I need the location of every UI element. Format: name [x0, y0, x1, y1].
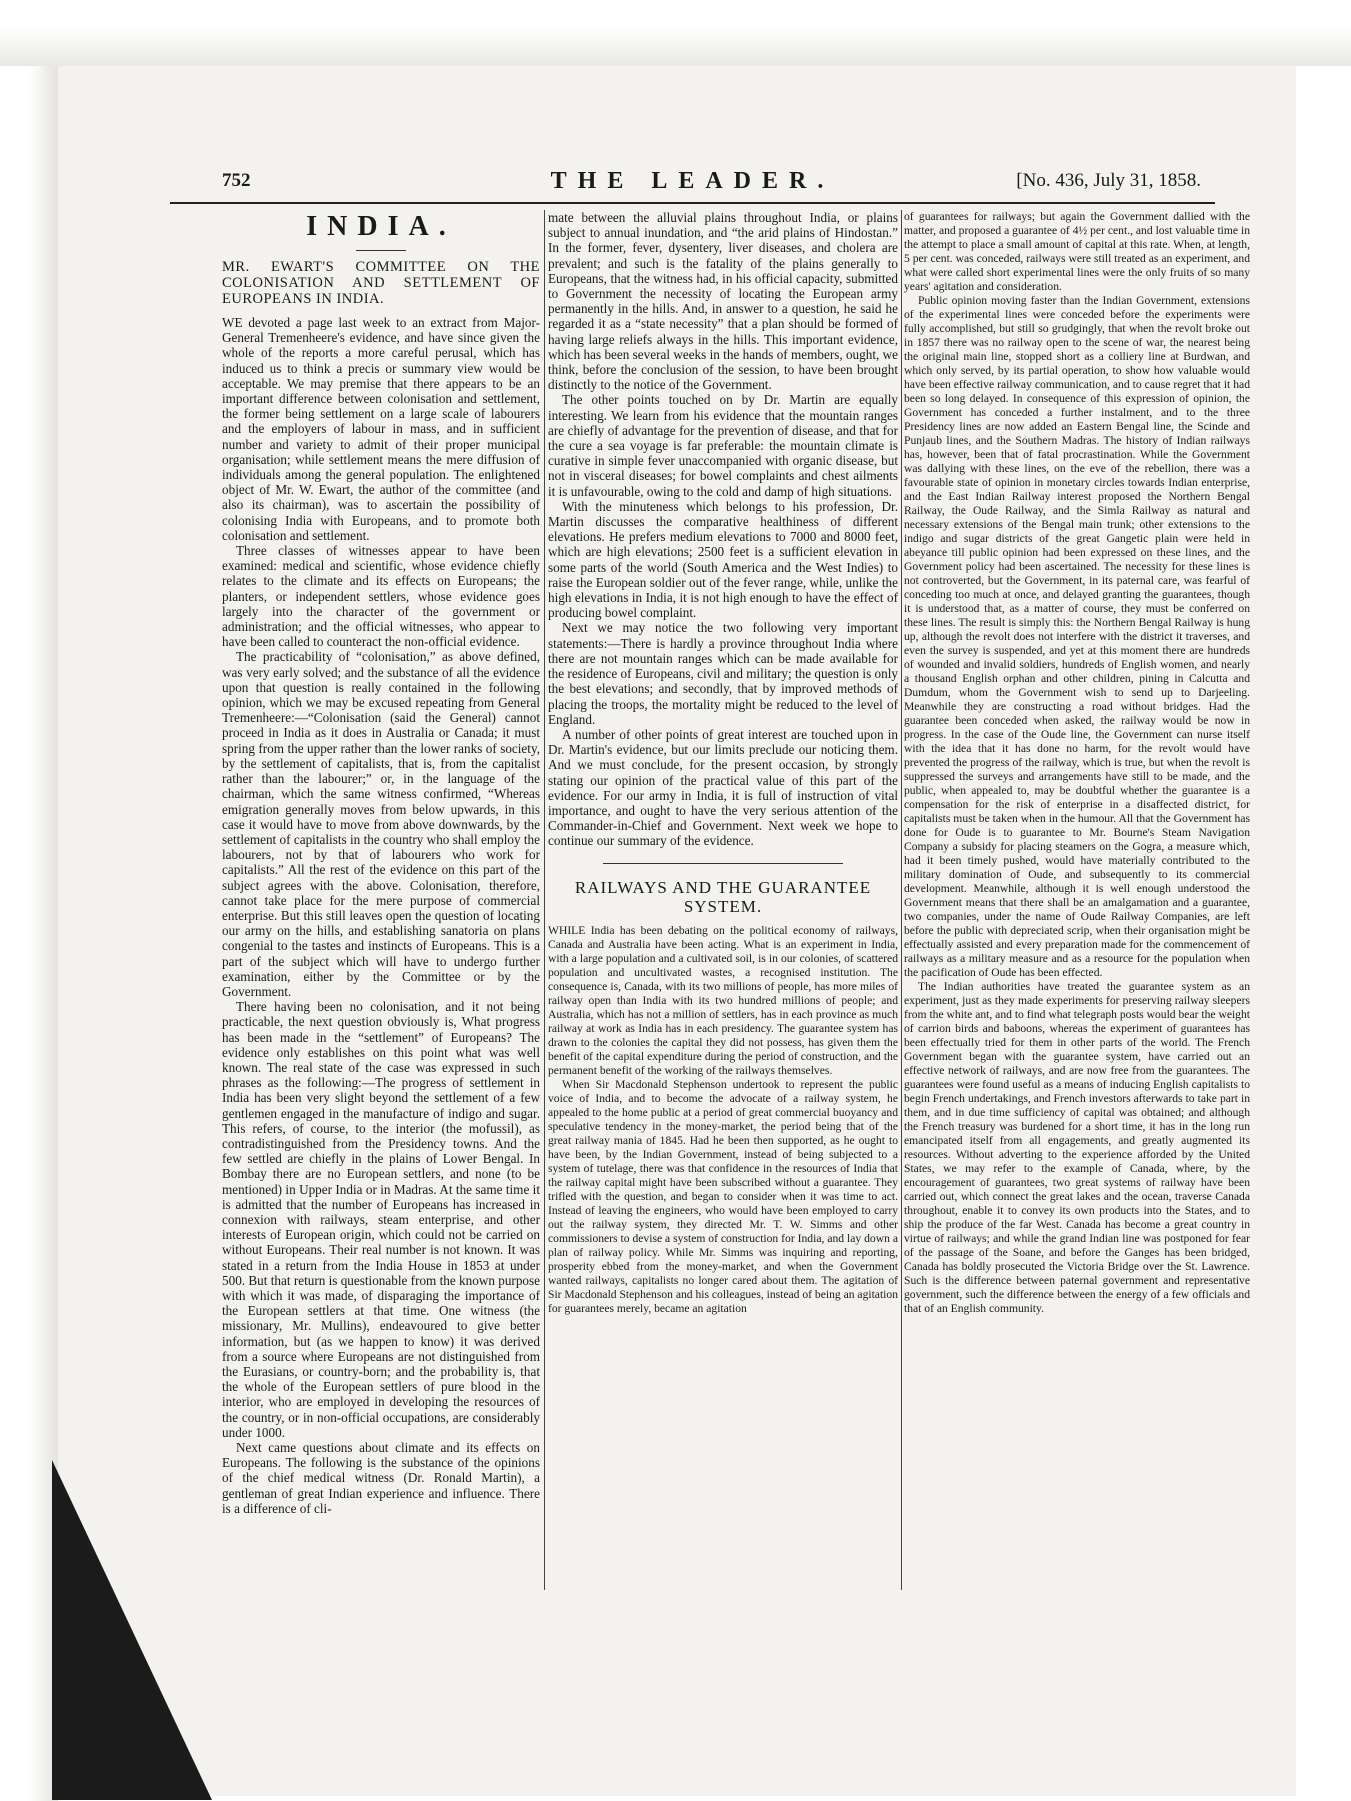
column-rule — [901, 210, 902, 1590]
article-paragraph: The practicability of “colonisation,” as above defined, was very early solved; and the substance of all the evidence upon that question is really contained in the following opinion, which we may be excused repeating from General Tremenheere:—“Colonisation (said the General) cannot proceed in India as it does in Australia or Canada; it must spring from the upper rather than the lower ranks of society, by the settlement of capitalists, that is, from the capitalist rather than the labourer;” or, in the language of the chairman, which the same witness confirmed, “Whereas emigration generally moves from below upwards, in this case it would have to move from above downwards, by the settlement of capitalists in the country who shall employ the labourers, not by that of labourers who work for capitalists.” All the rest of the evidence on this part of the subject agrees with the above. Colonisation, therefore, cannot take place for the mere purpose of commercial enterprise. But this still leaves open the question of locating our army on the hills, and establishing sanatoria on plans congenial to the tastes and instincts of Europeans. This is a part of the subject which will have to undergo further examination, either by the Committee or by the Government. — [222, 649, 540, 999]
section-title: INDIA. — [306, 211, 456, 242]
article-paragraph: When Sir Macdonald Stephenson undertook to represent the public voice of India, and to become the advocate of a railway system, he appealed to the home public at a period of great commercial buoyancy and speculative tendency in the money-market, the period being that of the great railway mania of 1845. Had he been then supported, as he ought to have been, by the Indian Government, instead of being subjected to a system of tutelage, there was that confidence in the resources of India that the railway capital might have been subscribed without a guarantee. They trifled with the question, and began to consider when it was time to act. Instead of leaving the engineers, who would have been employed to carry out the railway system, they directed Mr. T. W. Simms and other commissioners to devise a system of construction for India, and lay down a plan of railway policy. While Mr. Simms was inquiring and reporting, prosperity ebbed from the money-market, and when the Government wanted railways, capitalists no longer cared about them. The agitation of Sir Macdonald Stephenson and his colleagues, instead of being an agitation for guarantees merely, became an agitation — [548, 1077, 898, 1315]
divider — [356, 250, 406, 251]
binding-shadow — [52, 1460, 212, 1800]
article-paragraph: of guarantees for railways; but again the Government dallied with the matter, and proposed a guarantee of 4½ per cent., and lost valuable time in the attempt to place a small amount of capital at this rate. When, at length, 5 per cent. was conceded, railways were still treated as an experiment, and what were called short experimental lines were the only fruits of so many years' agitation and consideration. — [904, 210, 1250, 293]
article-paragraph: Three classes of witnesses appear to have been examined: medical and scientific, whose evidence chiefly relates to the climate and its effects on Europeans; the planters, or independent settlers, whose evidence goes largely into the character of the government or administration; and the official witnesses, who appear to have been called to counteract the non-official evidence. — [222, 543, 540, 650]
article-paragraph: A number of other points of great interest are touched upon in Dr. Martin's evidence, but our limits preclude our noticing them. And we must conclude, for the present occasion, by strongly stating our opinion of the practical value of this part of the evidence. For our army in India, it is full of instruction of vital importance, and ought to have the very serious attention of the Commander-in-Chief and Government. Next week we hope to continue our summary of the evidence. — [548, 726, 898, 849]
article-paragraph: Next we may notice the two following very important statements:—There is hardly a province throughout India where there are not mountain ranges which can be made available for the residence of Europeans, civil and military; the question is only the best elevations; and secondly, that by improved methods of placing the troops, the mortality might be reduced to the level of England. — [548, 620, 898, 727]
column-3 — [904, 210, 1250, 1590]
column-2 — [548, 210, 898, 1590]
article-paragraph: The other points touched on by Dr. Martin are equally interesting. We learn from his evidence that the mountain ranges are chiefly of advantage for the prevention of disease, and that for the cure a sea voyage is far preferable: the mountain climate is curative in simple fever unaccompanied with organic disease, but not in visceral diseases; for bowel complaints and chest ailments it is unfavourable, owing to the cold and damp of high situations. — [548, 392, 898, 499]
article-paragraph: The Indian authorities have treated the guarantee system as an experiment, just as they made experiments for preserving railway sleepers from the white ant, and to find what telegraph posts would bear the weight of carrion birds and baboons, whereas the experiment of guarantees has been effectually tried for them in other parts of the world. The French Government began with the guarantee system, have carried out an effective network of railways, and are now free from the guarantees. The guarantees were found useful as a means of inducing English capitalists to begin French undertakings, and French investors afterwards to take part in them, and in due time sufficiency of capital was obtained; and although the French treasury was burdened for a short time, it has in the long run emancipated itself from all engagements, and greatly augmented its resources. Without adverting to the experience afforded by the United States, we may refer to the example of Canada, where, by the encouragement of guarantees, two great systems of railway have been carried out, which connect the great lakes and the ocean, traverse Canada throughout, enable it to convey its own products into the States, and to ship the produce of the far West. Canada has become a great country in virtue of railways; and while the grand Indian line was postponed for fear of the passage of the Soane, and before the Ganges has been bridged, Canada has boldly prosecuted the Victoria Bridge over the St. Lawrence. Such is the difference between paternal government and representative government, such the difference between the energy of a few officials and that of an English community. — [904, 980, 1250, 1315]
article-paragraph: mate between the alluvial plains throughout India, or plains subject to annual inundation, and “the arid plains of Hindostan.” In the former, fever, dysentery, liver diseases, and cholera are prevalent; and such is the fatality of the plains generally to Europeans, that the witness had, in his official capacity, submitted to Government the necessity of locating the European army permanently in the hills. And, in answer to a question, he said he regarded it as a “state necessity” that a plan should be formed of having large reliefs always in the hills. This important evidence, which has been several weeks in the hands of members, ought, we think, before the conclusion of the session, to have been brought distinctly to the notice of the Government. — [548, 210, 898, 393]
page-number: 752 — [222, 170, 251, 191]
issue-info: [No. 436, July 31, 1858. — [1016, 170, 1201, 191]
article-paragraph: Next came questions about climate and its effects on Europeans. The following is the substance of the opinions of the chief medical witness (Dr. Ronald Martin), a gentleman of great Indian experience and influence. There is a difference of cli- — [222, 1440, 540, 1516]
scan-margin-left — [0, 66, 58, 1801]
article-paragraph: Public opinion moving faster than the Indian Government, extensions of the experimental lines were conceded before the experiments were fully accomplished, but still so grudgingly, that when the revolt broke out in 1857 there was no railway open to the scene of war, the nearest being the original main line, stopped short as a colliery line at Burdwan, and which only served, by its partial operation, to show how valuable would have been effective railway communication, and to cause regret that it had been so long delayed. In consequence of this expression of opinion, the Government has conceded a further instalment, and to the three Presidency lines are now added an Eastern Bengal line, the Scinde and Punjaub lines, and the Southern Madras. The history of Indian railways has, however, been that of fatal procrastination. While the Government was dallying with these lines, on the eve of the rebellion, there was a favourable state of opinion in monetary circles towards Indian enterprise, and the East Indian Railway interest proposed the Northern Bengal Railway, the Oude Railway, and the Simla Railway as natural and necessary extensions of the Bengal main trunk; other extensions to the indigo and sugar districts of the great Gangetic plain were held in abeyance till public opinion had been expressed on these lines, and the Government policy had been ascertained. The necessity for these lines is not controverted, but the Government, in its paternal care, was fearful of conceding too much at once, and delayed granting the guarantees, though it is understood that, as a matter of course, they must be conferred on these lines. The result is simply this: the Northern Bengal Railway is hung up, although the revolt does not interfere with the district it traverses, and even the survey is suspended, and yet at this moment there are hundreds of wounded and invalid soldiers, hundreds of English women, and nearly a thousand English orphan and other children, pining in Calcutta and Dumdum, whom the Government wish to send up to Darjeeling. Meanwhile they are constructing a road without bridges. Had the guarantee been conceded when asked, the railway would be now in progress. In the case of the Oude line, the Government can nurse itself with the idea that it has done no harm, for the revolt would have prevented the progress of the railway, which is true, but when the revolt is suppressed the surveys and arrangements have still to be made, and the public, when appealed to, may be doubtful whether the guarantee is a compensation for the risk of enterprise in a disaffected district, for capitalists must be taken when in the humour. All that the Government has done for Oude is to guarantee to Mr. Bourne's Steam Navigation Company a subsidy for placing steamers on the Gogra, a measure which, had it been timely pushed, would have materially contributed to the military domination of Oude, and subsequently to its commercial development. Meanwhile, although it is well enough understood the Government means that there shall be an amalgamation and a guarantee, two companies, under the name of Oude Railway Companies, are left before the public with depreciated scrip, when their organisation might be effectually assisted and every preparation made for the commencement of railways as a military measure and as a resource for the population when the pacification of Oude has been effected. — [904, 294, 1250, 979]
article-headline: RAILWAYS AND THE GUARANTEE SYSTEM. — [574, 877, 872, 916]
column-rule — [544, 210, 545, 1590]
paper-title: THE LEADER. — [550, 168, 835, 194]
column-1 — [222, 210, 540, 1590]
article-headline: MR. EWART'S COMMITTEE ON THE COLONISATION AND SETTLEMENT OF EUROPEANS IN INDIA. — [222, 259, 540, 307]
article-paragraph: WHILE India has been debating on the political economy of railways, Canada and Australia have been acting. What is an experiment in India, with a large population and a cultivated soil, is in our colonies, of scattered population and uncultivated wastes, a recognised institution. The consequence is, Canada, with its two millions of people, has more miles of railway open than India with its two hundred millions of people; and Australia, which has not a million of settlers, has in each province as much railway at work as India has in each presidency. The guarantee system has drawn to the colonies the capital they did not possess, has given them the benefit of the capital expenditure during the period of construction, and the permanent benefit of the working of the railways themselves. — [548, 923, 898, 1077]
article-paragraph: There having been no colonisation, and it not being practicable, the next question obviously is, What progress has been made in the “settlement” of Europeans? The evidence only establishes on this point what was well known. The real state of the case was expressed in such phrases as the following:—The progress of settlement in India has been very slight beyond the settlement of a few gentlemen engaged in the manufacture of indigo and sugar. This refers, of course, to the interior (the mofussil), as contradistinguished from the Presidency towns. And the few settled are chiefly in the plains of Lower Bengal. In Bombay there are no European settlers, and none (to be mentioned) in Upper India or in Madras. At the same time it is admitted that the number of Europeans has increased in connexion with railways, steam enterprise, and other interests of European origin, which could not be carried on without Europeans. Their real number is not known. It was stated in a return from the India House in 1853 at under 500. But that return is questionable from the known purpose with which it was made, of disparaging the importance of the European settlers at that time. One witness (the missionary, Mr. Mullins), endeavoured to give better information, but (as we happen to know) it was derived from a source where Europeans are not distinguished from the Eurasians, or country-born; and the probability is, that the whole of the European settlers of pure blood in the interior, who are employed in developing the resources of the country, or in non-official occupations, are considerably under 1000. — [222, 999, 540, 1440]
article-paragraph: WE devoted a page last week to an extract from Major-General Tremenheere's evidence, and have since given the whole of the reports a more careful perusal, which has induced us to think a precis or summary view would be acceptable. We may premise that there appears to be an important difference between colonisation and settlement, the former being settlement on a large scale of labourers and the employers of labour in mass, and in sufficient number and variety to admit of their proper municipal organisation; while settlement means the mere diffusion of individuals among the general population. The enlightened object of Mr. W. Ewart, the author of the committee (and also its chairman), was to ascertain the possibility of colonising India with Europeans, and to promote both colonisation and settlement. — [222, 315, 540, 543]
article-paragraph: With the minuteness which belongs to his profession, Dr. Martin discusses the comparative healthiness of different elevations. He prefers medium elevations to 7000 and 8000 feet, which are high elevations; 2500 feet is a sufficient elevation in some parts of the world (South America and the West Indies) to raise the European soldier out of the fever range, while, unlike the high elevations in India, it is not high enough to have the effect of producing bowel complaint. — [548, 498, 898, 621]
scan-margin-top — [0, 0, 1351, 66]
divider — [603, 863, 843, 864]
running-head — [170, 168, 1215, 204]
